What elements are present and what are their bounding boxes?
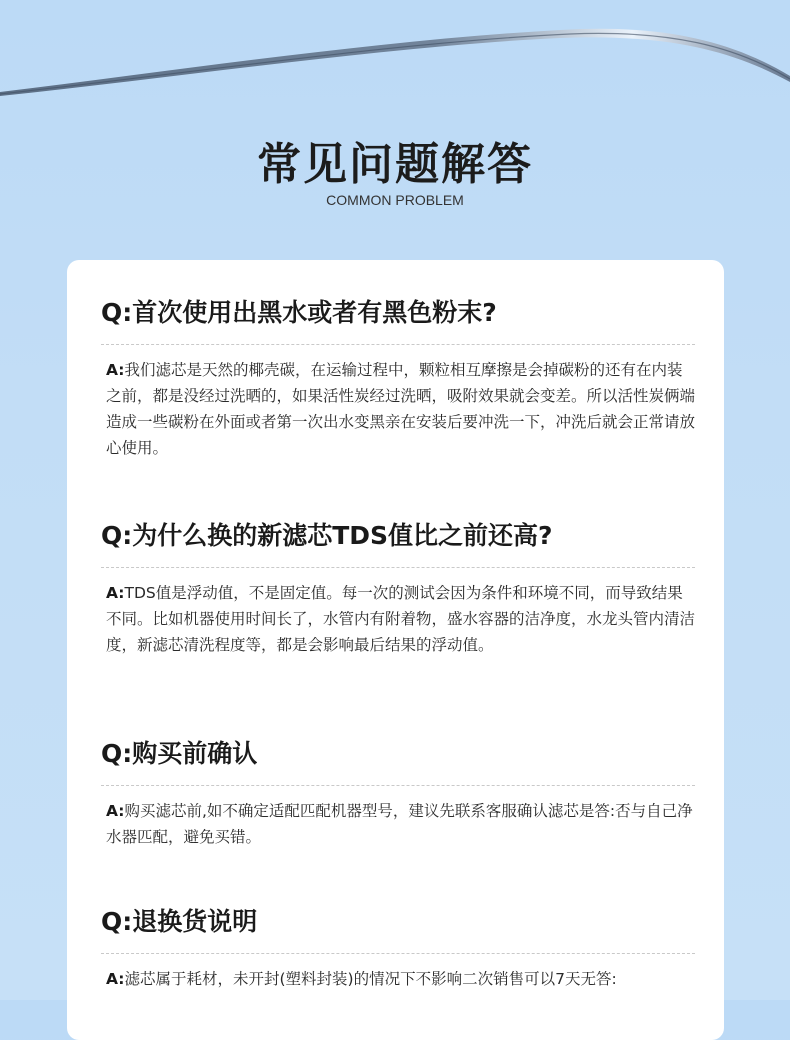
faq-question: Q:为什么换的新滤芯TDS值比之前还高?	[101, 521, 553, 550]
page-subtitle: COMMON PROBLEM	[326, 192, 464, 208]
answer-text: 滤芯属于耗材，未开封(塑料封装)的情况下不影响二次销售可以7天无答:	[124, 970, 617, 988]
answer-prefix: A:	[106, 584, 125, 602]
answer-prefix: A:	[106, 970, 125, 988]
answer-prefix: A:	[106, 361, 125, 379]
divider	[101, 785, 695, 786]
faq-answer	[101, 357, 696, 461]
divider	[101, 344, 695, 345]
answer-text: 我们滤芯是天然的椰壳碳，在运输过程中，颗粒相互摩擦是会掉碳粉的还有在内装之前，都是没经过洗晒的，如果活性炭经过洗晒，吸附效果就会变差。所以活性炭俩端造成一些碳粉在外面或者第一次出水变黑亲在安装后要冲洗一下，冲洗后就会正常请放心使用。	[106, 361, 696, 457]
answer-text: 购买滤芯前,如不确定适配匹配机器型号，建议先联系客服确认滤芯是答:否与自己净水器匹配，避免买错。	[106, 802, 693, 846]
faq-question: Q:首次使用出黑水或者有黑色粉末?	[101, 298, 497, 327]
decorative-wave	[0, 0, 790, 110]
faq-answer	[101, 798, 696, 850]
faq-question: Q:购买前确认	[101, 739, 258, 768]
faq-item	[101, 905, 701, 992]
faq-card	[67, 260, 724, 1040]
answer-prefix: A:	[106, 802, 125, 820]
faq-answer	[101, 966, 696, 992]
faq-question: Q:退换货说明	[101, 907, 258, 936]
divider	[101, 953, 695, 954]
faq-answer	[101, 580, 696, 658]
divider	[101, 567, 695, 568]
answer-text: TDS值是浮动值，不是固定值。每一次的测试会因为条件和环境不同，而导致结果不同。比如机器使用时间长了，水管内有附着物，盛水容器的洁净度，水龙头管内清洁度，新滤芯清洗程度等，都是会影响最后结果的浮动值。	[106, 584, 696, 654]
faq-item	[101, 737, 701, 850]
page-title: 常见问题解答	[257, 139, 533, 190]
faq-item	[101, 519, 701, 658]
faq-item	[101, 296, 701, 461]
